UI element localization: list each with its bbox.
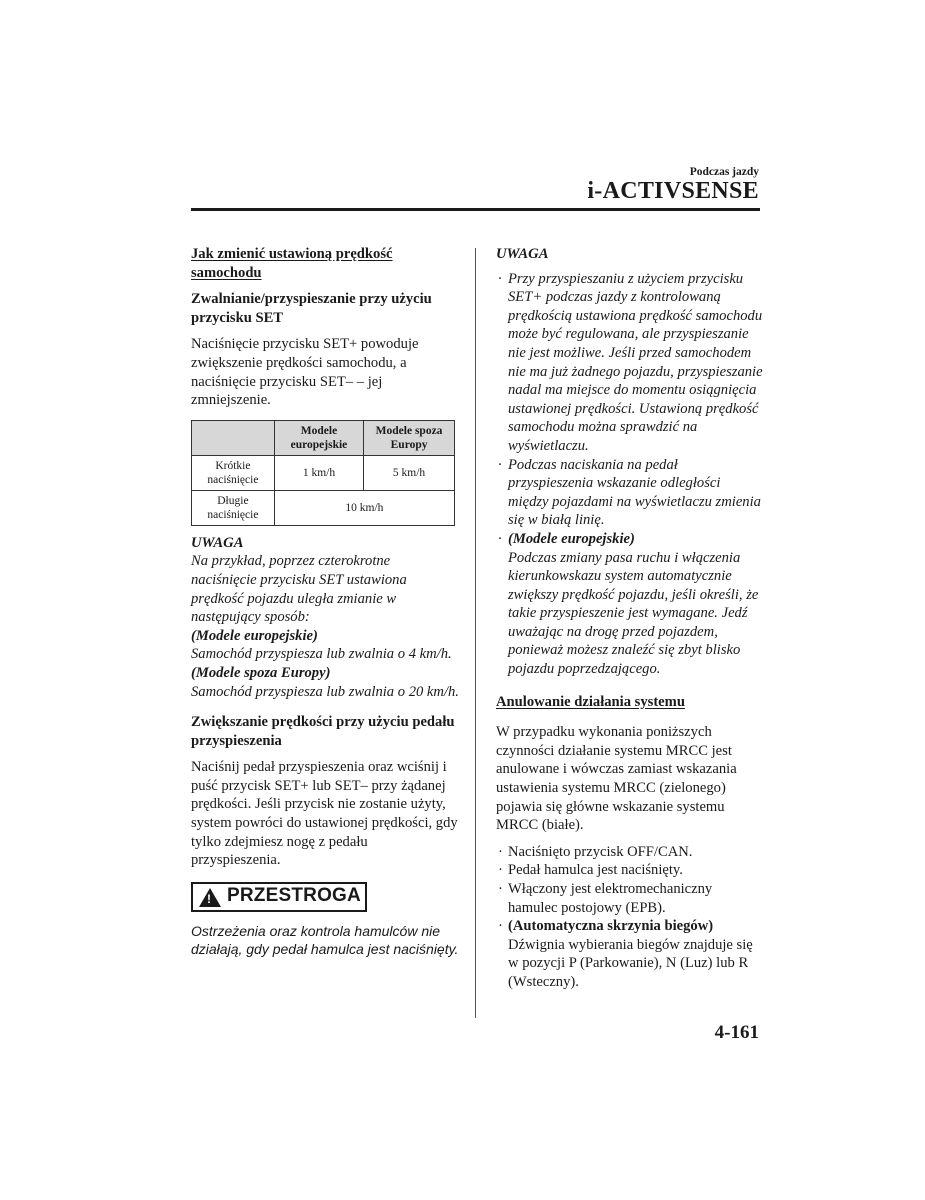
caution-text: Ostrzeżenia oraz kontrola hamulców nie działają, gdy pedał hamulca jest naciśnięty. [191, 922, 459, 958]
table-header-empty [192, 420, 275, 455]
note-eu-text: Samochód przyspiesza lub zwalnia o 4 km/h. [191, 646, 452, 663]
paragraph-cancel: W przypadku wykonania poniższych czynności działanie systemu MRCC jest anulowane i wówczas zamiast wskazania ustawienia systemu MRCC (zielonego) pojawia się główne wskazanie systemu MRCC (białe). [496, 724, 737, 834]
page-number: 4-161 [714, 1022, 759, 1043]
list-item: · (Modele europejskie) Podczas zmiany pasa ruchu i włączenia kierunkowskazu system automatycznie zwiększy prędkość pojazdu, jeśli określi, że takie przyspieszenie jest wymagane. Jedź uważając na drogę przed pojazdem, ponieważ możesz znaleźć się zbyt blisko pojazdu poprzedzającego. [498, 530, 759, 678]
paragraph-set-button: Naciśnięcie przycisku SET+ powoduje zwiększenie prędkości samochodu, a naciśnięcie przycisku SET– – jej zmniejszenie. [191, 336, 419, 409]
header-rule [191, 208, 760, 211]
list-item-text: Włączony jest elektromechaniczny hamulec postojowy (EPB). [508, 881, 713, 916]
table-header-non-eu: Modele spoza Europy [364, 420, 455, 455]
cancel-list [496, 843, 764, 992]
note-intro: Na przykład, poprzez czterokrotne naciśnięcie przycisku SET ustawiona prędkość pojazdu uległa zmianie w następujący sposób: [191, 553, 407, 626]
list-item-label: (Automatyczna skrzynia biegów) [508, 918, 714, 935]
note-non-eu-text: Samochód przyspiesza lub zwalnia o 20 km/h. [191, 683, 459, 700]
list-item: · Przy przyspieszaniu z użyciem przycisku SET+ podczas jazdy z kontrolowaną prędkością ustawiona prędkość samochodu może być regulowana, ale przyspieszanie nie jest możliwe. Jeśli przed samochodem nie ma już żadnego pojazdu, przyspieszanie nadal ma miejsce do momentu osiągnięcia ustawionej prędkości. Ustawioną prędkość samochodu można sprawdzić na wyświetlaczu. [498, 270, 763, 454]
list-item-label: (Modele europejskie) [508, 530, 635, 547]
list-item-text: Dźwignia wybierania biegów znajduje się w pozycji P (Parkowanie), N (Luz) lub R (Wsteczny). [508, 936, 753, 990]
heading-accelerator: Zwiększanie prędkości przy użyciu pedału przyspieszenia [191, 714, 455, 749]
column-divider [475, 248, 476, 1018]
speed-table [191, 420, 455, 526]
heading-set-button: Zwalnianie/przyspieszanie przy użyciu przycisku SET [191, 291, 432, 326]
list-item: · Podczas naciskania na pedał przyspieszenia wskazanie odległości między pojazdami na wyświetlaczu zmienia się w białą linię. [498, 456, 761, 529]
note-non-eu-label: (Modele spoza Europy) [191, 664, 331, 681]
note-label: UWAGA [191, 534, 244, 551]
note-list [496, 270, 764, 679]
list-item-text: Naciśnięto przycisk OFF/CAN. [508, 843, 693, 860]
list-item-text: Przy przyspieszaniu z użyciem przycisku SET+ podczas jazdy z kontrolowaną prędkością ustawiona prędkość samochodu może być regulowana, ale przyspieszanie nie jest możliwe. Jeśli przed samochodem nie ma już żadnego pojazdu, przyspieszanie nadal ma miejsce do momentu osiągnięcia ustawionej prędkości. Ustawioną prędkość samochodu można sprawdzić na wyświetlaczu. [508, 270, 763, 454]
paragraph-accelerator: Naciśnij pedał przyspieszenia oraz wciśnij i puść przycisk SET+ lub SET– przy żądanej prędkości. Jeśli przycisk nie zostanie użyty, system powróci do ustawionej prędkości, gdy tylko zdejmiesz nogę z pedału przyspieszenia. [191, 759, 458, 869]
list-item-text: Podczas naciskania na pedał przyspieszenia wskazanie odległości między pojazdami na wyświetlaczu zmienia się w białą linię. [508, 456, 761, 529]
cell-both: 10 km/h [274, 490, 454, 525]
cell-non-eu: 5 km/h [364, 455, 455, 490]
list-item: · Pedał hamulca jest naciśnięty. [498, 862, 683, 879]
list-item-text: Podczas zmiany pasa ruchu i włączenia kierunkowskazu system automatycznie zwiększy prędkość pojazdu, jeśli określi, że takie przyspieszenie jest wymagane. Jedź uważając na drogę przed pojazdem, ponieważ możesz znaleźć się zbyt blisko pojazdu poprzedzającego. [508, 549, 759, 678]
row-label: Krótkie naciśnięcie [192, 455, 275, 490]
table-row [192, 490, 455, 525]
list-item-text: Pedał hamulca jest naciśnięty. [508, 862, 683, 879]
section-title: Podczas jazdy [689, 166, 759, 178]
right-column [496, 245, 764, 992]
row-label: Długie naciśnięcie [192, 490, 275, 525]
cell-eu: 1 km/h [274, 455, 363, 490]
list-item: · (Automatyczna skrzynia biegów) Dźwignia wybierania biegów znajduje się w pozycji P (Parkowanie), N (Luz) lub R (Wsteczny). [498, 918, 753, 990]
chapter-title: i-ACTIVSENSE [587, 178, 759, 204]
table-header-eu: Modele europejskie [274, 420, 363, 455]
note-label: UWAGA [496, 246, 549, 262]
list-item: · Włączony jest elektromechaniczny hamulec postojowy (EPB). [498, 881, 713, 916]
left-column [191, 245, 459, 959]
note-eu-label: (Modele europejskie) [191, 627, 318, 644]
exclamation-icon: ! [207, 891, 211, 906]
caution-label: PRZESTROGA [227, 884, 361, 906]
list-item: · Naciśnięto przycisk OFF/CAN. [498, 843, 693, 860]
table-row [192, 455, 455, 490]
heading-change-speed: Jak zmienić ustawioną prędkość samochodu [191, 246, 393, 281]
heading-cancel: Anulowanie działania systemu [496, 693, 685, 710]
caution-box [191, 882, 367, 912]
